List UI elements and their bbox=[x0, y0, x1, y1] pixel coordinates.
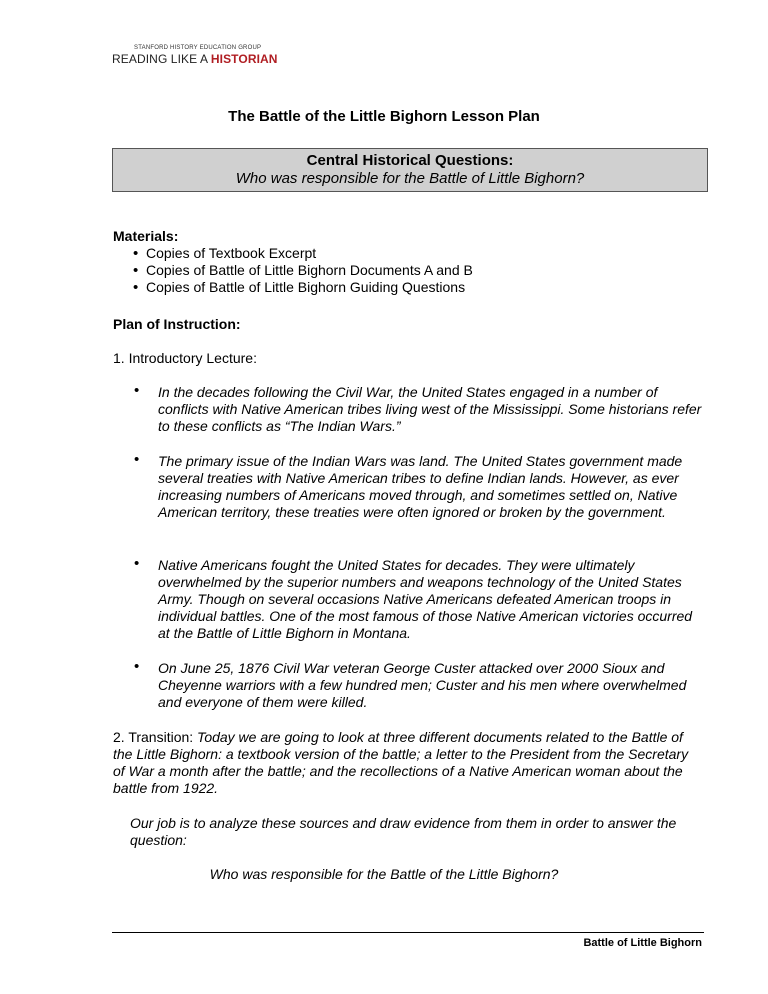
central-question-box bbox=[112, 148, 708, 192]
logo-part-2: HIST bbox=[210, 52, 239, 66]
list-item: • Copies of Battle of Little Bighorn Guiding Questions bbox=[133, 279, 473, 296]
list-item: • Copies of Battle of Little Bighorn Documents A and B bbox=[133, 262, 473, 279]
transition-text: Today we are going to look at three different documents related to the Battle of the Little Bighorn: a textbook version of the battle; a letter to the President from the Secretary of War a month after the battle; and the recollections of a Native American woman about the battle from 1922. bbox=[113, 729, 689, 796]
plan-heading: Plan of Instruction: bbox=[113, 316, 241, 332]
transition-label: 2. Transition: bbox=[113, 729, 198, 745]
bullet-icon: • bbox=[134, 555, 140, 572]
job-paragraph: Our job is to analyze these sources and draw evidence from them in order to answer the question: bbox=[130, 815, 677, 848]
footer-divider bbox=[112, 932, 704, 933]
lecture-bullet-3: Native Americans fought the United States for decades. They were ultimately overwhelmed by the superior numbers and weapons technology of the United States Army. Though on several occasions Native Americans defeated American troops in individual battles. One of the most famous of those Native American victories occurred at the Battle of Little Bighorn in Montana. bbox=[158, 557, 693, 641]
list-item: • Copies of Textbook Excerpt bbox=[133, 245, 473, 262]
lecture-bullet-4: On June 25, 1876 Civil War veteran George Custer attacked over 2000 Sioux and Cheyenne warriors with a few hundred men; Custer and his men where overwhelmed and everyone of them were killed. bbox=[158, 660, 687, 710]
logo-org-name: STANFORD HISTORY EDUCATION GROUP bbox=[134, 45, 262, 51]
logo-part-1: READING LIKE A bbox=[112, 52, 211, 66]
bullet-icon: • bbox=[134, 382, 140, 399]
materials-section bbox=[113, 228, 473, 296]
final-question: Who was responsible for the Battle of the Little Bighorn? bbox=[209, 866, 559, 882]
bullet-icon: • bbox=[134, 451, 140, 468]
materials-list bbox=[113, 245, 473, 296]
materials-heading: Materials: bbox=[113, 228, 179, 244]
bullet-icon: • bbox=[134, 658, 140, 675]
transition-paragraph bbox=[113, 729, 703, 797]
footer-label: Battle of Little Bighorn bbox=[583, 937, 702, 949]
logo-part-3: O bbox=[238, 52, 248, 66]
header-logo bbox=[112, 44, 278, 66]
lecture-bullet-2: The primary issue of the Indian Wars was land. The United States government made several treaties with Native American tribes to define Indian lands. However, as ever increasing numbers of Americans moved through, and sometimes settled on, Native American territory, these treaties were often ignored or broken by the government. bbox=[158, 453, 683, 520]
lecture-bullet-1: In the decades following the Civil War, the United States engaged in a number of conflicts with Native American tribes living west of the Mississippi. Some historians refer to these conflicts as “The Indian Wars.” bbox=[158, 384, 702, 434]
logo-part-4: RIAN bbox=[247, 52, 278, 66]
step-1-label: 1. Introductory Lecture: bbox=[113, 350, 257, 366]
logo-wordmark bbox=[112, 52, 278, 66]
central-question-heading: Central Historical Questions: bbox=[306, 152, 514, 169]
central-question-text: Who was responsible for the Battle of Little Bighorn? bbox=[235, 170, 585, 187]
page-title: The Battle of the Little Bighorn Lesson Plan bbox=[228, 108, 540, 125]
